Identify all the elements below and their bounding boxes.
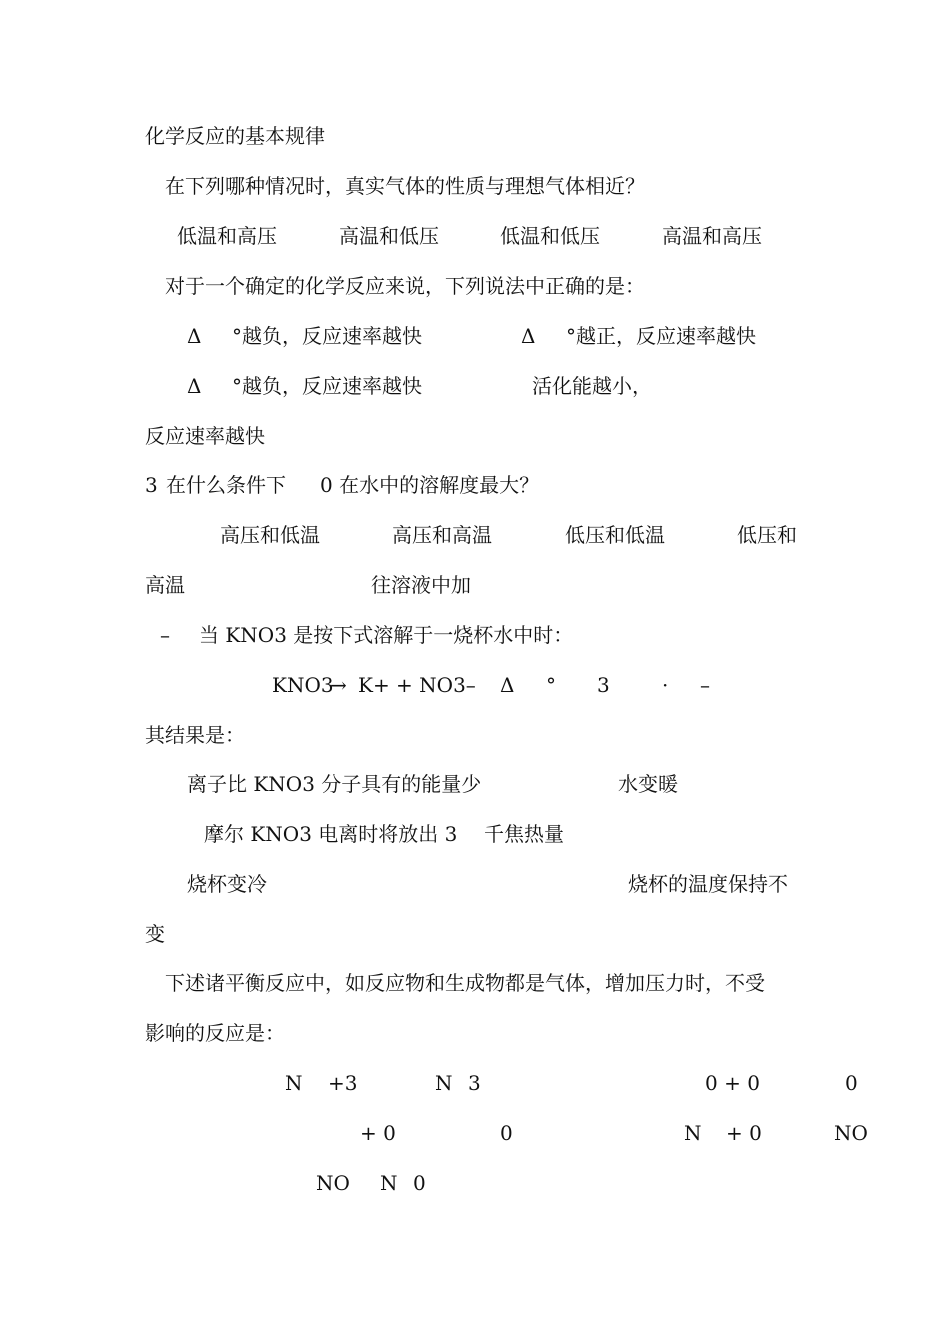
q3-option-d: 低压和 xyxy=(737,523,797,547)
q5-row2-item: NO xyxy=(834,1121,868,1145)
q4-eq-delta: Δ xyxy=(500,673,515,697)
q4-option-e: 烧杯的温度保持不 xyxy=(628,872,788,896)
q5-row1-item: +3 xyxy=(328,1071,358,1095)
q4-eq-left: KNO3 xyxy=(272,673,334,697)
q1-option-a: 低温和高压 xyxy=(177,224,277,248)
q2-option-d-cont: 反应速率越快 xyxy=(145,424,265,448)
q3-number: 3 xyxy=(145,473,158,497)
q3-option-e: 往溶液中加 xyxy=(371,573,471,597)
q2-stem: 对于一个确定的化学反应来说，下列说法中正确的是： xyxy=(165,274,645,298)
q5-row3-item: 0 xyxy=(413,1171,426,1195)
q4-option-c: 摩尔 KNO3 电离时将放出 3 xyxy=(204,822,458,846)
q4-eq-right: K+ + NO3– xyxy=(358,673,476,697)
q3-option-b: 高压和高温 xyxy=(392,523,492,547)
q5-row3-item: NO xyxy=(316,1171,350,1195)
q4-option-e-cont: 变 xyxy=(145,922,165,946)
page-title: 化学反应的基本规律 xyxy=(145,124,325,148)
q4-eq-dot: · xyxy=(662,673,669,697)
q4-eq-dash: – xyxy=(700,673,710,697)
q4-eq-arrow: → xyxy=(330,673,347,697)
q4-stem: 当 KNO3 是按下式溶解于一烧杯水中时： xyxy=(199,623,574,647)
q1-option-c: 低温和低压 xyxy=(500,224,600,248)
q5-row1-item: N xyxy=(285,1071,303,1095)
q2-option-d: 活化能越小， xyxy=(532,374,652,398)
q2-option-c-text: °越负，反应速率越快 xyxy=(232,374,422,398)
q5-row2-item: + 0 xyxy=(360,1121,396,1145)
q4-option-c-cont: 千焦热量 xyxy=(484,822,564,846)
q5-row2-item: + 0 xyxy=(726,1121,762,1145)
q5-row1-item: 3 xyxy=(468,1071,481,1095)
q3-stem-2: 0 在水中的溶解度最大？ xyxy=(320,473,540,497)
q2-option-a-delta: Δ xyxy=(187,324,202,348)
q3-stem: 在什么条件下 xyxy=(166,473,286,497)
q5-row2-item: 0 xyxy=(500,1121,513,1145)
q4-eq-degree: ° xyxy=(546,673,556,697)
q4-dash: – xyxy=(160,623,170,647)
q4-result-label: 其结果是： xyxy=(145,723,245,747)
q5-stem-cont: 影响的反应是： xyxy=(145,1021,285,1045)
q5-stem: 下述诸平衡反应中，如反应物和生成物都是气体，增加压力时，不受 xyxy=(165,971,765,995)
q1-option-d: 高温和高压 xyxy=(662,224,762,248)
q2-option-c-delta: Δ xyxy=(187,374,202,398)
q4-option-a: 离子比 KNO3 分子具有的能量少 xyxy=(187,772,482,796)
q5-row1-item: 0 + 0 xyxy=(705,1071,760,1095)
q5-row1-item: N xyxy=(435,1071,453,1095)
q3-option-d-cont: 高温 xyxy=(145,573,185,597)
q2-option-b-text: °越正，反应速率越快 xyxy=(566,324,756,348)
q2-option-b-delta: Δ xyxy=(521,324,536,348)
q5-row3-item: N xyxy=(380,1171,398,1195)
q4-option-d: 烧杯变冷 xyxy=(187,872,267,896)
q3-option-a: 高压和低温 xyxy=(220,523,320,547)
q1-option-b: 高温和低压 xyxy=(339,224,439,248)
q4-eq-value: 3 xyxy=(597,673,610,697)
q1-stem: 在下列哪种情况时，真实气体的性质与理想气体相近？ xyxy=(165,174,645,198)
q2-option-a-text: °越负，反应速率越快 xyxy=(232,324,422,348)
q5-row1-item: 0 xyxy=(845,1071,858,1095)
q3-option-c: 低压和低温 xyxy=(565,523,665,547)
q5-row2-item: N xyxy=(684,1121,702,1145)
q4-option-b: 水变暖 xyxy=(618,772,678,796)
